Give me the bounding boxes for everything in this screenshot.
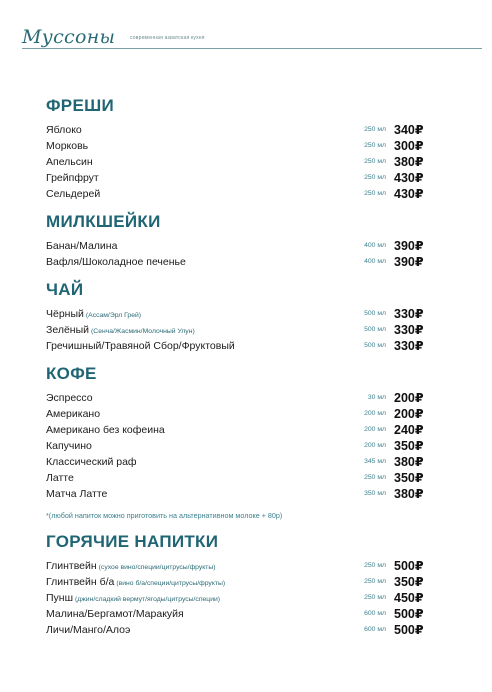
item-name: Банан/Малина [46,240,118,252]
item-name-wrap [46,486,107,502]
item-price: 350₽ [394,471,424,485]
item-note: (Сенча/Жасмин/Молочный Улун) [91,328,195,335]
item-volume: 500 мл [364,310,386,317]
menu-item [46,558,424,574]
item-name: Чёрный [46,308,84,320]
item-price: 330₽ [394,307,424,321]
item-name-wrap [46,622,130,638]
menu-item [46,590,424,606]
brand-logo: Муссоны [22,26,116,48]
item-price: 450₽ [394,591,424,605]
item-volume: 250 мл [364,594,386,601]
item-price: 380₽ [394,487,424,501]
item-name: Матча Латте [46,488,108,500]
menu-section [46,532,424,638]
item-volume: 600 мл [364,610,386,617]
menu-section [46,364,424,522]
item-name: Латте [46,472,74,484]
item-price: 500₽ [394,559,424,573]
section-title: ГОРЯЧИЕ НАПИТКИ [46,532,219,551]
item-note: (вино б/а/специи/цитрусы/фрукты) [116,580,226,587]
item-name: Глинтвейн б/а [46,576,115,588]
menu-section [46,96,424,202]
item-price: 380₽ [394,455,424,469]
item-volume: 600 мл [364,626,386,633]
menu-item [46,170,424,186]
menu-item [46,338,424,354]
menu-item [46,238,424,254]
item-name-wrap [46,170,99,186]
item-name: Малина/Бергамот/Маракуйя [46,608,184,620]
item-price: 200₽ [394,391,424,405]
item-price: 240₽ [394,423,424,437]
item-price: 430₽ [394,187,424,201]
item-volume: 250 мл [364,562,386,569]
item-name: Классический раф [46,456,137,468]
item-name: Личи/Манго/Алоэ [46,624,131,636]
menu-item [46,438,424,454]
item-volume: 250 мл [364,142,386,149]
menu-item [46,622,424,638]
menu-item [46,254,424,270]
item-price: 330₽ [394,323,424,337]
item-price: 380₽ [394,155,424,169]
item-volume: 250 мл [364,190,386,197]
item-name-wrap [46,154,93,170]
item-price: 390₽ [394,239,424,253]
item-name: Американо [46,408,101,420]
item-name-wrap [46,390,93,406]
item-name-wrap [46,422,165,438]
item-price: 330₽ [394,339,424,353]
item-name: Морковь [46,140,89,152]
item-note: (джин/сладкий вермут/ягоды/цитрусы/специи) [75,596,221,603]
item-name: Капучино [46,440,92,452]
item-price: 300₽ [394,139,424,153]
menu-section [46,212,424,270]
item-name-wrap [46,606,184,622]
item-name: Вафля/Шоколадное печенье [46,256,186,268]
item-volume: 500 мл [364,342,386,349]
item-volume: 30 мл [367,394,386,401]
item-name-wrap [46,254,186,270]
section-title: ФРЕШИ [46,96,114,115]
item-name: Пунш [46,592,74,604]
item-note: (сухое вино/специи/цитрусы/фрукты) [98,564,216,571]
item-price: 390₽ [394,255,424,269]
menu-item [46,322,424,338]
section-title: КОФЕ [46,364,97,383]
header [22,26,482,52]
item-name: Гречишный/Травяной Сбор/Фруктовый [46,340,235,352]
menu-item [46,486,424,502]
item-volume: 350 мл [364,490,386,497]
menu-item [46,574,424,590]
item-volume: 200 мл [364,410,386,417]
item-name: Сельдерей [46,188,101,200]
section-title: ЧАЙ [46,280,84,299]
menu-item [46,422,424,438]
item-price: 340₽ [394,123,424,137]
item-volume: 500 мл [364,326,386,333]
item-name-wrap [46,338,235,354]
menu-item [46,454,424,470]
brand-tagline: современная азиатская кухня [130,35,205,41]
item-name: Апельсин [46,156,93,168]
item-price: 500₽ [394,607,424,621]
item-volume: 250 мл [364,474,386,481]
section-title: МИЛКШЕЙКИ [46,212,161,231]
item-price: 500₽ [394,623,424,637]
item-price: 430₽ [394,171,424,185]
menu-item [46,306,424,322]
item-volume: 400 мл [364,242,386,249]
item-name: Грейпфрут [46,172,99,184]
menu-item [46,186,424,202]
menu-item [46,390,424,406]
item-name-wrap [46,438,92,454]
menu-item [46,470,424,486]
item-name: Американо без кофеина [46,424,165,436]
menu-item [46,606,424,622]
item-name: Зелёный [46,324,90,336]
item-name-wrap [46,122,82,138]
menu-section [46,280,424,354]
item-price: 200₽ [394,407,424,421]
item-price: 350₽ [394,575,424,589]
item-name: Яблоко [46,124,82,136]
menu-item [46,122,424,138]
item-name-wrap [46,470,74,486]
item-volume: 345 мл [364,458,386,465]
item-volume: 250 мл [364,158,386,165]
section-footnote: *(любой напиток можно приготовить на альтернативном молоке + 80р) [46,511,283,520]
item-volume: 400 мл [364,258,386,265]
menu-item [46,138,424,154]
menu-item [46,406,424,422]
item-volume: 200 мл [364,426,386,433]
item-name-wrap [46,138,88,154]
item-volume: 250 мл [364,578,386,585]
menu [46,96,424,648]
header-divider [22,48,482,49]
item-name-wrap [46,238,117,254]
menu-item [46,154,424,170]
item-name: Эспрессо [46,392,93,404]
item-volume: 250 мл [364,174,386,181]
item-price: 350₽ [394,439,424,453]
item-name: Глинтвейн [46,560,97,572]
item-note: (Ассам/Эрл Грей) [85,312,142,319]
item-volume: 200 мл [364,442,386,449]
item-name-wrap [46,454,137,470]
item-name-wrap [46,186,100,202]
item-name-wrap [46,406,100,422]
item-volume: 250 мл [364,126,386,133]
